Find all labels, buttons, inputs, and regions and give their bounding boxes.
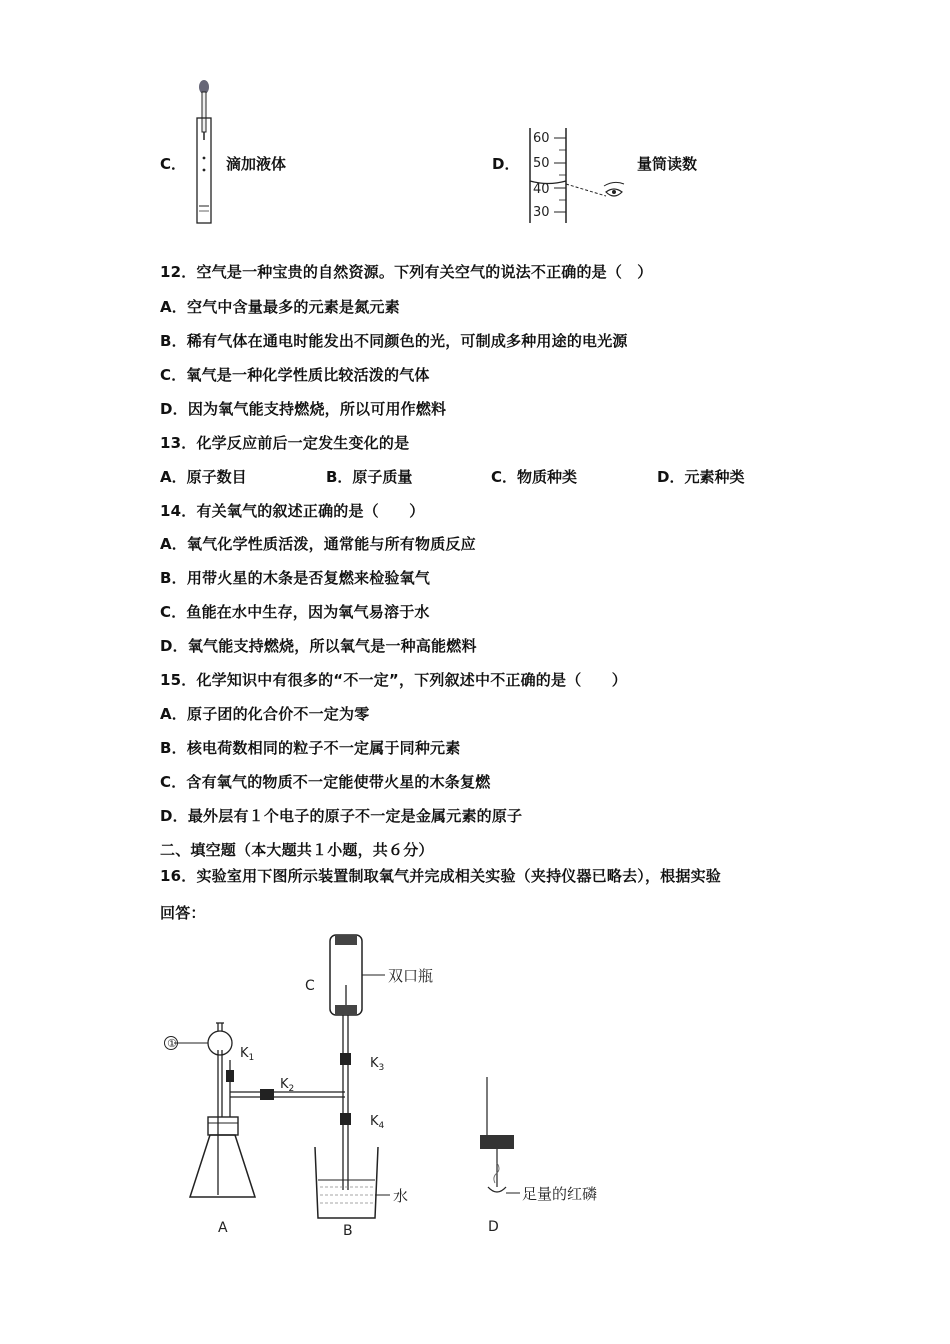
tick-60: 60 xyxy=(533,131,550,146)
label-k3: $K_3$ xyxy=(370,1056,385,1073)
graduated-cylinder-figure xyxy=(526,126,636,230)
q13-option-a: A．原子数目 xyxy=(160,468,247,486)
option-d-letter: D． xyxy=(492,155,520,173)
tick-50: 50 xyxy=(533,156,550,171)
q13-option-b: B．原子质量 xyxy=(326,468,413,486)
label-circle-1: ① xyxy=(167,1037,177,1050)
label-red-phosphorus: 足量的红磷 xyxy=(522,1185,598,1203)
q12-stem: 12．空气是一种宝贵的自然资源。下列有关空气的说法不正确的是（ ） xyxy=(160,263,653,281)
q12-option-d: D．因为氧气能支持燃烧，所以可用作燃料 xyxy=(160,400,447,418)
q15-option-a: A．原子团的化合价不一定为零 xyxy=(160,705,370,723)
q16-stem-line1: 16．实验室用下图所示装置制取氧气并完成相关实验（夹持仪器已略去），根据实验 xyxy=(160,867,721,885)
q13-option-c: C．物质种类 xyxy=(491,468,578,486)
q14-stem: 14．有关氧气的叙述正确的是（ ） xyxy=(160,502,425,520)
option-c-letter: C． xyxy=(160,155,187,173)
option-c-label: 滴加液体 xyxy=(226,155,287,173)
tick-30: 30 xyxy=(533,205,550,220)
label-d: D xyxy=(488,1219,499,1235)
label-c-name: 双口瓶 xyxy=(388,967,434,985)
q15-option-c: C．含有氧气的物质不一定能使带火星的木条复燃 xyxy=(160,773,491,791)
label-water: 水 xyxy=(393,1187,409,1205)
q13-stem: 13．化学反应前后一定发生变化的是 xyxy=(160,434,410,452)
label-b: B xyxy=(343,1223,353,1239)
q14-option-b: B．用带火星的木条是否复燃来检验氧气 xyxy=(160,569,431,587)
q12-option-a: A．空气中含量最多的元素是氮元素 xyxy=(160,298,400,316)
q14-option-a: A．氧气化学性质活泼，通常能与所有物质反应 xyxy=(160,535,476,553)
label-a: A xyxy=(218,1220,228,1236)
option-d-label: 量筒读数 xyxy=(637,155,698,173)
section-2-heading: 二、填空题（本大题共１小题，共６分） xyxy=(160,841,434,859)
apparatus-diagram xyxy=(150,925,650,1249)
label-c: C xyxy=(305,978,315,994)
label-k1: $K_1$ xyxy=(240,1046,255,1063)
q13-option-d: D．元素种类 xyxy=(657,468,745,486)
q12-option-c: C．氧气是一种化学性质比较活泼的气体 xyxy=(160,366,430,384)
q15-stem: 15．化学知识中有很多的“不一定”，下列叙述中不正确的是（ ） xyxy=(160,671,627,689)
dropper-figure xyxy=(188,78,228,232)
label-k4: $K_4$ xyxy=(370,1114,385,1131)
q14-option-d: D．氧气能支持燃烧，所以氧气是一种高能燃料 xyxy=(160,637,477,655)
q14-option-c: C．鱼能在水中生存，因为氧气易溶于水 xyxy=(160,603,430,621)
q15-option-b: B．核电荷数相同的粒子不一定属于同种元素 xyxy=(160,739,461,757)
q15-option-d: D．最外层有１个电子的原子不一定是金属元素的原子 xyxy=(160,807,523,825)
q16-stem-line2: 回答： xyxy=(160,904,206,922)
tick-40: 40 xyxy=(533,182,550,197)
label-k2: $K_2$ xyxy=(280,1077,295,1094)
q12-option-b: B．稀有气体在通电时能发出不同颜色的光，可制成多种用途的电光源 xyxy=(160,332,628,350)
